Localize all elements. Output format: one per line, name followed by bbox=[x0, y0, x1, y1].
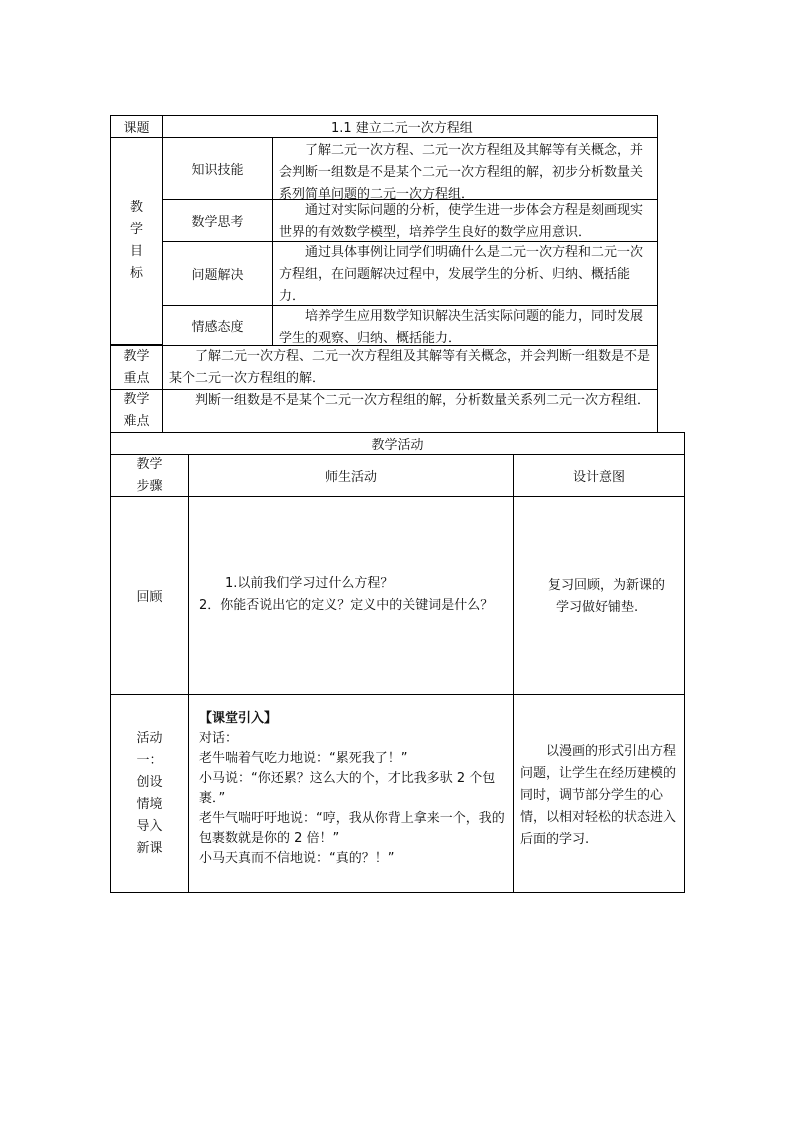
objective-name-cell bbox=[162, 199, 273, 242]
step-label-line: 新课 bbox=[136, 840, 163, 856]
objective-text: 培养学生应用数学知识解决生活实际问题的能力，同时发展学生的观察、归纳、概括能力． bbox=[279, 309, 644, 346]
step-header-line: 教学 bbox=[136, 456, 163, 472]
objective-name: 数学思考 bbox=[191, 215, 244, 230]
activity-line: 1.以前我们学习过什么方程？ bbox=[225, 576, 394, 591]
objective-text-cell bbox=[272, 241, 658, 306]
objective-name: 情感态度 bbox=[191, 320, 244, 335]
topic-label: 课题 bbox=[123, 121, 150, 136]
objectives-label-cell bbox=[110, 137, 163, 345]
topic-label-cell bbox=[110, 115, 163, 138]
difficulties-label-cell bbox=[110, 389, 163, 433]
objective-name: 问题解决 bbox=[191, 268, 244, 283]
topic-title: 1.1 建立二元一次方程组 bbox=[331, 121, 473, 136]
intent-text: 以漫画的形式引出方程问题，让学生在经历建模的同时，调节部分学生的心情，以相对轻松的状态进入后面的学习. bbox=[520, 744, 677, 847]
objective-text-cell bbox=[272, 137, 658, 200]
step-header-line: 步骤 bbox=[136, 478, 163, 494]
intent-cell-review bbox=[513, 496, 685, 695]
intent-header-cell bbox=[513, 454, 685, 497]
activity-header: 师生活动 bbox=[324, 470, 377, 485]
activity-line: 小马天真而不信地说：“真的？！” bbox=[199, 851, 395, 866]
step-cell-review bbox=[110, 496, 189, 695]
step-label-line: 导入 bbox=[136, 818, 163, 834]
step-header-cell bbox=[110, 454, 189, 497]
difficulties-text-cell bbox=[162, 389, 658, 433]
activity-header-cell bbox=[188, 454, 514, 497]
intent-header: 设计意图 bbox=[572, 470, 625, 485]
intent-cell-activity-one bbox=[513, 694, 685, 893]
activity-cell-activity-one bbox=[188, 694, 514, 893]
difficulties-label-line: 难点 bbox=[123, 414, 150, 429]
activity-cell-review bbox=[188, 496, 514, 695]
key-points-label-cell bbox=[110, 345, 163, 390]
objective-name-cell bbox=[162, 137, 273, 200]
objectives-label-char: 教 bbox=[129, 200, 143, 215]
activity-line: 对话： bbox=[199, 731, 239, 746]
difficulties-text: 判断一组数是不是某个二元一次方程组的解，分析数量关系列二元一次方程组． bbox=[195, 393, 651, 408]
objective-text-cell bbox=[272, 305, 658, 346]
activity-line: 【课堂引入】 bbox=[199, 711, 278, 726]
objective-name-cell bbox=[162, 305, 273, 346]
activity-line: 小马说：“你还累？这么大的个，才比我多驮 2 个包裹．” bbox=[199, 771, 496, 806]
activity-line: 老牛喘着气吃力地说：“累死我了！” bbox=[199, 751, 408, 766]
difficulties-label-line: 教学 bbox=[123, 392, 150, 407]
intent-line: 复习回顾，为新课的 bbox=[548, 578, 666, 593]
intent-line: 学习做好铺垫. bbox=[556, 600, 639, 615]
step-label: 回顾 bbox=[136, 590, 163, 605]
activities-title-cell bbox=[110, 432, 685, 455]
step-label-line: 一： bbox=[136, 752, 163, 768]
objectives-label-char: 目 bbox=[129, 244, 143, 259]
objective-text: 通过具体事例让同学们明确什么是二元一次方程和二元一次方程组，在问题解决过程中，发展学生的分析、归纳、概括能力． bbox=[279, 245, 644, 304]
step-label-line: 情境 bbox=[136, 796, 163, 812]
key-points-label-line: 重点 bbox=[123, 370, 150, 386]
activity-line: 2．你能否说出它的定义？定义中的关键词是什么？ bbox=[199, 598, 494, 613]
key-points-text-cell bbox=[162, 345, 658, 390]
objectives-label-char: 标 bbox=[129, 266, 143, 281]
topic-value-cell bbox=[162, 115, 658, 138]
objectives-label-char: 学 bbox=[129, 222, 143, 237]
objective-text-cell bbox=[272, 199, 658, 242]
objective-name: 知识技能 bbox=[191, 163, 244, 178]
key-points-label-line: 教学 bbox=[123, 348, 150, 364]
step-label-line: 创设 bbox=[136, 774, 163, 790]
step-label-line: 活动 bbox=[136, 730, 163, 746]
objective-text: 了解二元一次方程、二元一次方程组及其解等有关概念，并会判断一组数是不是某个二元一次方程组的解，初步分析数量关系列简单问题的二元一次方程组． bbox=[279, 143, 644, 202]
objective-text: 通过对实际问题的分析，使学生进一步体会方程是刻画现实世界的有效数学模型，培养学生良好的数学应用意识． bbox=[279, 203, 644, 240]
step-cell-activity-one bbox=[110, 694, 189, 893]
objective-name-cell bbox=[162, 241, 273, 306]
key-points-text: 了解二元一次方程、二元一次方程组及其解等有关概念，并会判断一组数是不是某个二元一次方程组的解． bbox=[169, 349, 651, 386]
activities-title: 教学活动 bbox=[371, 438, 424, 453]
activity-line: 老牛气喘吁吁地说：“哼，我从你背上拿来一个，我的包裹数就是你的 2 倍！” bbox=[199, 811, 505, 846]
